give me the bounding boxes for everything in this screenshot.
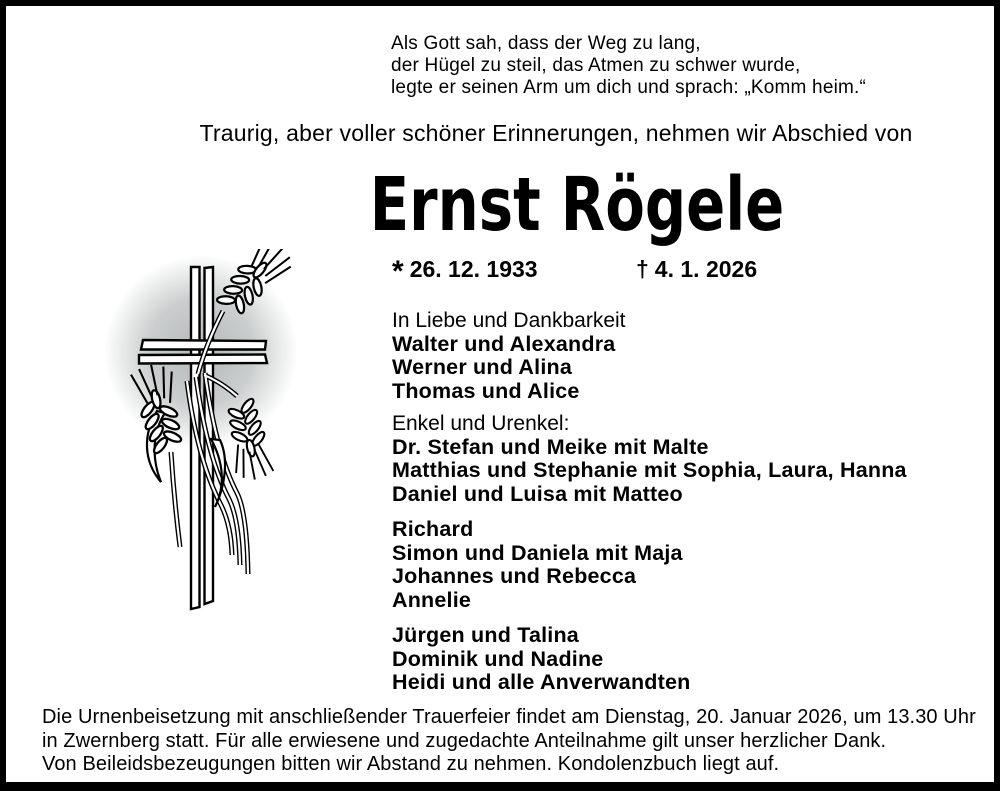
mourner-name: Walter und Alexandra — [392, 331, 616, 356]
life-dates — [6, 256, 1000, 286]
poem-line: legte er seinen Arm um dich und sprach: „Komm heim.“ — [391, 77, 867, 98]
mourner-group — [392, 518, 907, 612]
death-date-text: 4. 1. 2026 — [654, 256, 758, 282]
birth-date-text: 26. 12. 1933 — [409, 256, 538, 282]
funeral-notice-line: Die Urnenbeisetzung mit anschließender Trauerfeier findet am Dienstag, 20. Januar 2026, um 13.30 Uhr — [42, 706, 976, 728]
mourners-list — [392, 309, 907, 704]
mourner-name: Heidi und alle Anverwandten — [392, 670, 691, 694]
group-header: Enkel und Urenkel: — [392, 412, 570, 435]
funeral-notice-line: Von Beileidsbezeugungen bitten wir Abstand zu nehmen. Kondolenzbuch liegt auf. — [42, 753, 780, 776]
funeral-notice — [42, 706, 976, 777]
mourner-name: Thomas und Alice — [392, 378, 580, 403]
birth-date — [392, 255, 538, 288]
mourner-name: Simon und Daniela mit Maja — [392, 540, 683, 565]
mourner-name: Johannes und Rebecca — [392, 564, 637, 588]
mourner-group — [392, 624, 907, 695]
mourner-name: Daniel und Luisa mit Matteo — [392, 481, 683, 506]
mourner-name: Annelie — [392, 587, 472, 612]
group-header: In Liebe und Dankbarkeit — [392, 309, 626, 332]
deceased-name: Ernst Rögele — [369, 162, 785, 248]
mourner-name: Dr. Stefan und Meike mit Malte — [392, 434, 709, 459]
poem-line: der Hügel zu steil, das Atmen zu schwer wurde, — [391, 55, 801, 76]
mourner-name: Matthias und Stephanie mit Sophia, Laura, Hanna — [392, 458, 907, 482]
funeral-notice-line: in Zwernberg statt. Für alle erwiesene und zugedachte Anteilnahme gilt unser herzlicher Dank. — [42, 729, 887, 752]
cross-wheat-illustration — [101, 249, 311, 629]
opening-verse — [391, 33, 866, 99]
poem-line: Als Gott sah, dass der Weg zu lang, — [391, 33, 701, 54]
mourner-name: Jürgen und Talina — [392, 623, 579, 647]
died-symbol-icon: † — [636, 256, 649, 282]
born-symbol-icon: * — [392, 255, 404, 288]
mourner-name: Werner und Alina — [392, 355, 572, 379]
mourner-group — [392, 412, 907, 506]
mourner-group — [392, 309, 907, 403]
mourner-name: Dominik und Nadine — [392, 646, 604, 671]
death-date — [636, 256, 757, 283]
mourner-name: Richard — [392, 517, 474, 541]
intro-line: Traurig, aber voller schöner Erinnerungen, nehmen wir Abschied von — [199, 120, 913, 146]
